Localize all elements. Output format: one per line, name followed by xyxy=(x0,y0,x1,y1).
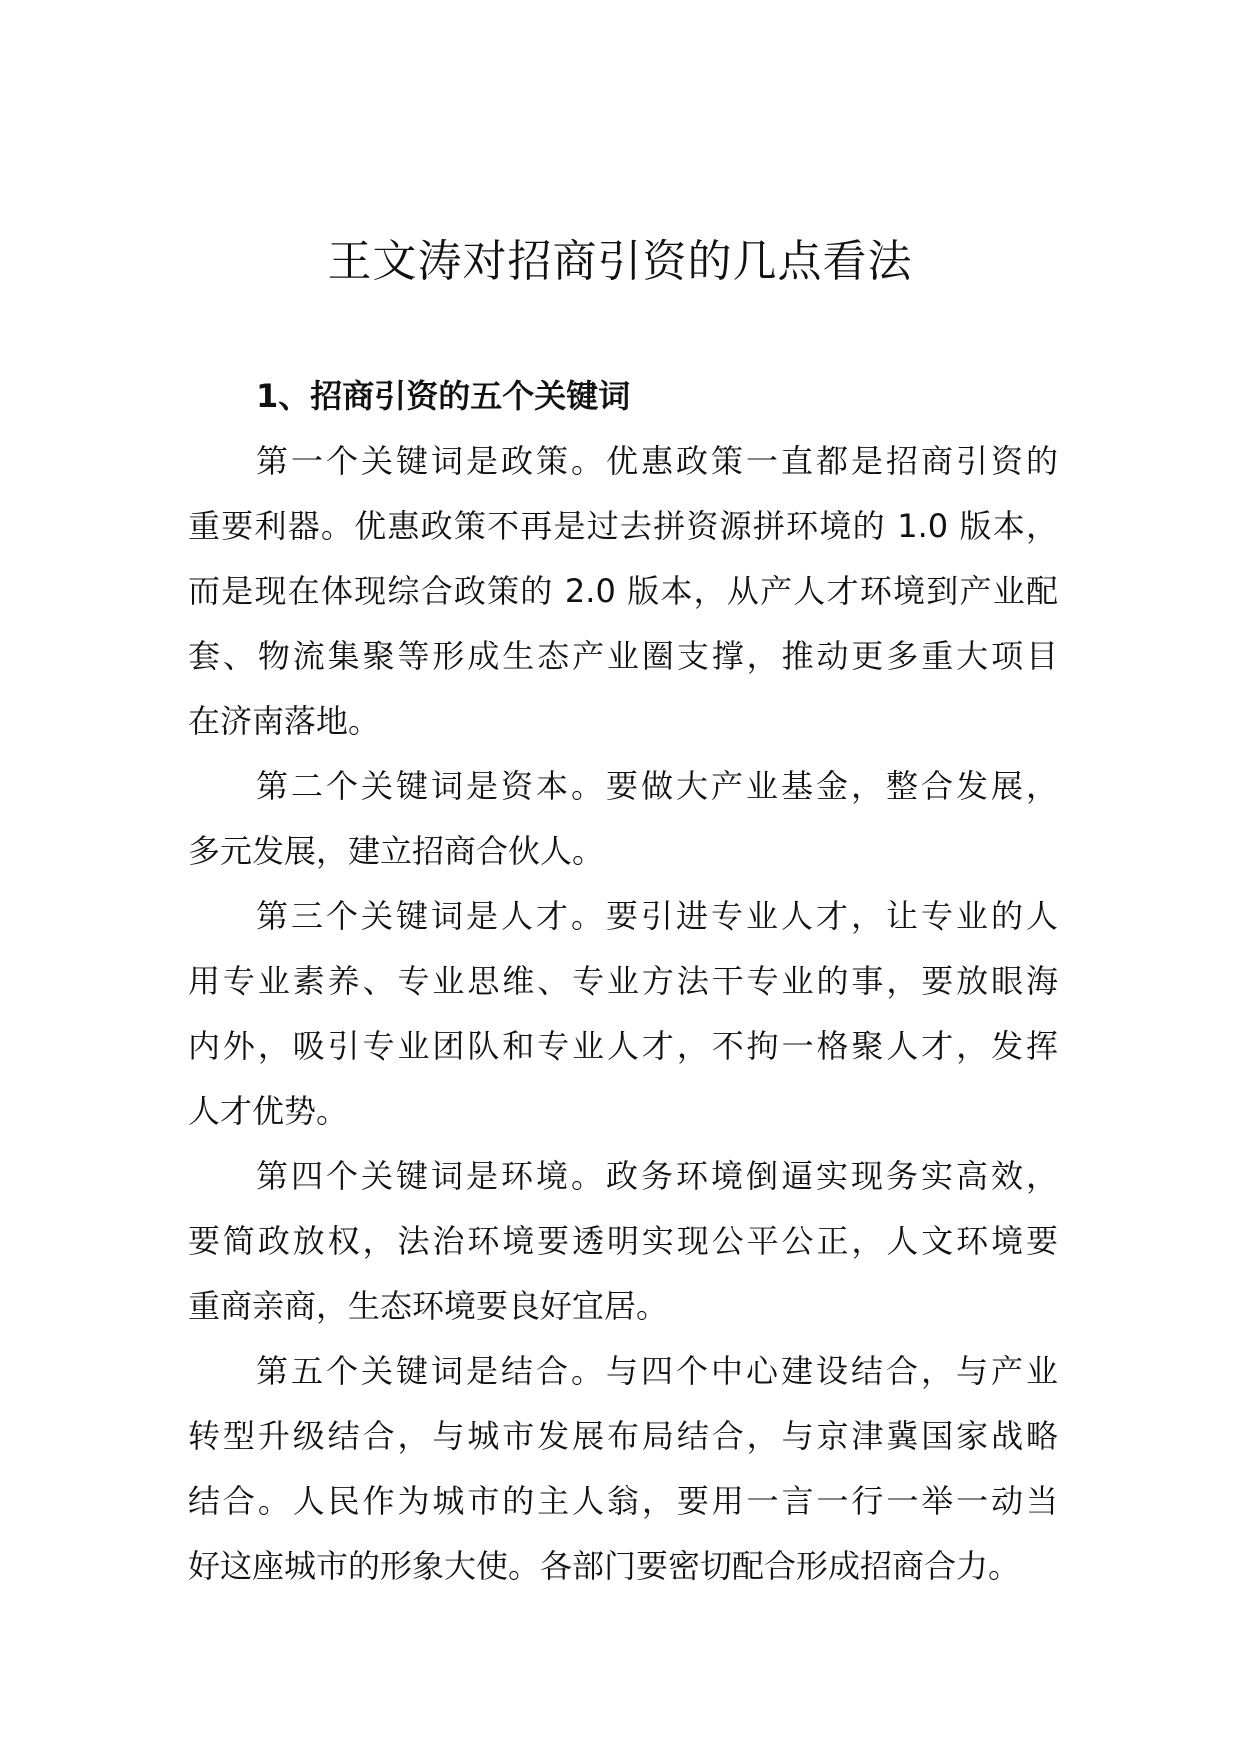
paragraph-combination xyxy=(188,1339,1058,1599)
paragraph-line: 第一个关键词是政策。优惠政策一直都是招商引资的 xyxy=(256,442,1058,480)
paragraph-line: 第二个关键词是资本。要做大产业基金，整合发展， xyxy=(256,767,1058,805)
paragraph-line: 第三个关键词是人才。要引进专业人才，让专业的人 xyxy=(256,897,1058,935)
paragraph-line: 而是现在体现综合政策的 2.0 版本，从产人才环境到产业配 xyxy=(188,572,1058,610)
paragraph-policy xyxy=(188,429,1058,754)
paragraph-line: 第五个关键词是结合。与四个中心建设结合，与产业 xyxy=(256,1352,1058,1390)
paragraph-capital xyxy=(188,754,1058,884)
paragraph-line: 结合。人民作为城市的主人翁，要用一言一行一举一动当 xyxy=(188,1482,1058,1520)
paragraph-line: 重要利器。优惠政策不再是过去拼资源拼环境的 1.0 版本， xyxy=(188,507,1058,545)
paragraph-line: 内外，吸引专业团队和专业人才，不拘一格聚人才，发挥 xyxy=(188,1027,1058,1065)
paragraph-environment xyxy=(188,1144,1058,1339)
section-heading: 1、招商引资的五个关键词 xyxy=(256,377,631,415)
document-title: 王文涛对招商引资的几点看法 xyxy=(327,236,913,287)
paragraph-line: 用专业素养、专业思维、专业方法干专业的事，要放眼海 xyxy=(188,962,1058,1000)
paragraph-line: 在济南落地。 xyxy=(188,702,381,740)
paragraph-line: 套、物流集聚等形成生态产业圈支撑，推动更多重大项目 xyxy=(188,637,1058,675)
paragraph-line: 多元发展，建立招商合伙人。 xyxy=(188,832,605,870)
paragraph-line: 要简政放权，法治环境要透明实现公平公正，人文环境要 xyxy=(188,1222,1058,1260)
paragraph-line: 重商亲商，生态环境要良好宜居。 xyxy=(188,1287,669,1325)
paragraph-line: 人才优势。 xyxy=(188,1092,349,1130)
paragraph-line: 好这座城市的形象大使。各部门要密切配合形成招商合力。 xyxy=(188,1547,1021,1585)
paragraph-line: 第四个关键词是环境。政务环境倒逼实现务实高效， xyxy=(256,1157,1058,1195)
paragraph-talent xyxy=(188,884,1058,1144)
document-body xyxy=(188,364,1058,1599)
paragraph-line: 转型升级结合，与城市发展布局结合，与京津冀国家战略 xyxy=(188,1417,1058,1455)
